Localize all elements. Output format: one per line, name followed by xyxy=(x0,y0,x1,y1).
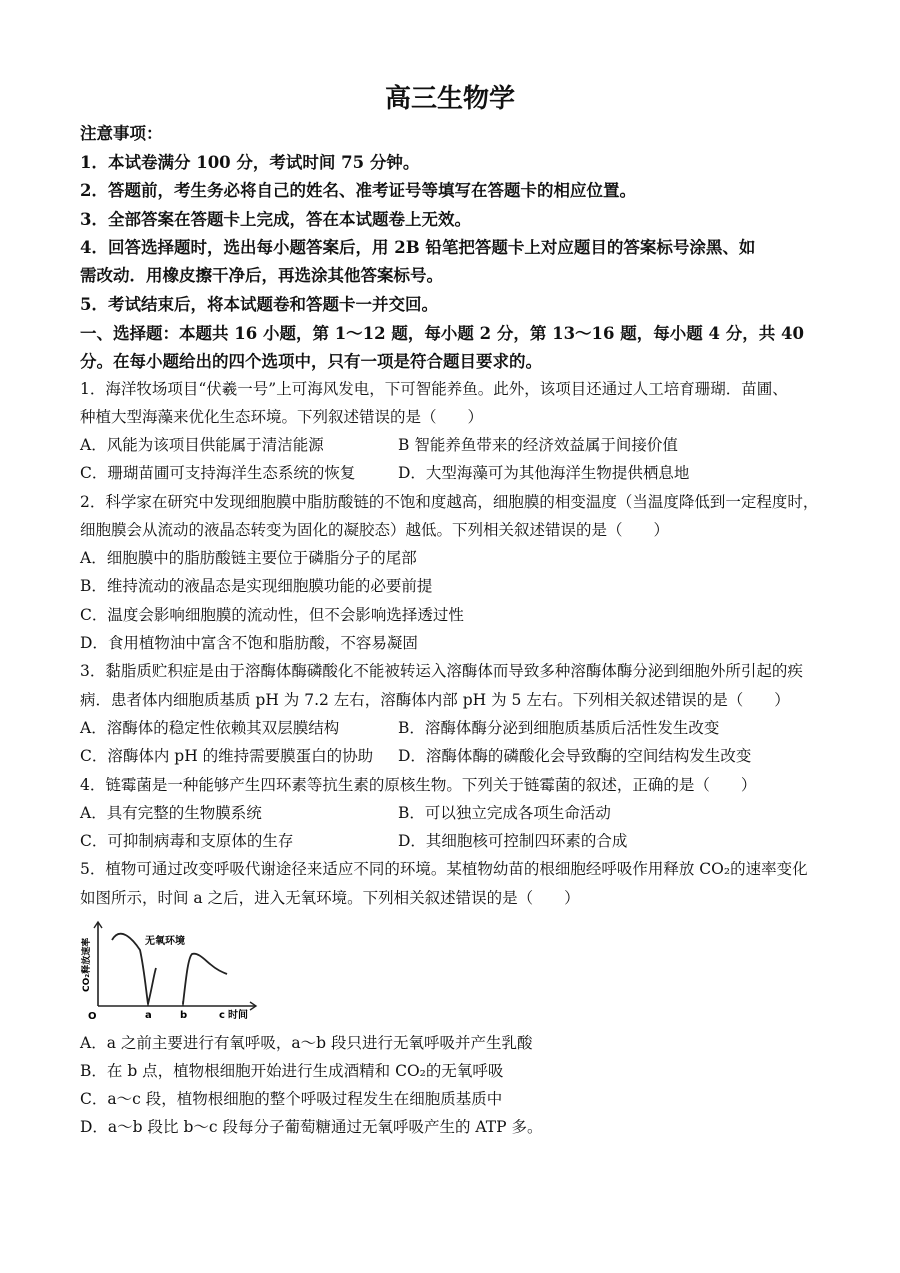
question-5-stem: 5．植物可通过改变呼吸代谢途径来适应不同的环境。某植物幼苗的根细胞经呼吸作用释放 CO₂的速率变化 xyxy=(80,860,808,878)
question-2-option-a: A．细胞膜中的脂肪酸链主要位于磷脂分子的尾部 xyxy=(80,549,417,567)
question-4-option-c: C．可抑制病毒和支原体的生存 xyxy=(80,832,294,850)
question-1-stem: 种植大型海藻来优化生态环境。下列叙述错误的是（ ） xyxy=(80,408,484,426)
graph-xlabel: 时间 xyxy=(228,1010,248,1021)
page-title: 高三生物学 xyxy=(384,84,515,114)
question-1-option-a: A．风能为该项目供能属于清洁能源 xyxy=(80,436,324,454)
notice-item: 4．回答选择题时，选出每小题答案后，用 2B 铅笔把答题卡上对应题目的答案标号涂黑、如 xyxy=(80,238,756,257)
question-2-stem: 细胞膜会从流动的液晶态转变为固化的凝胶态）越低。下列相关叙述错误的是（ ） xyxy=(80,521,670,539)
question-5-stem: 如图所示，时间 a 之后，进入无氧环境。下列相关叙述错误的是（ ） xyxy=(80,889,580,907)
graph-point-c: c xyxy=(219,1010,225,1021)
co2-curve-segment-2 xyxy=(183,954,227,1004)
section-heading: 分。在每小题给出的四个选项中，只有一项是符合题目要求的。 xyxy=(80,352,542,371)
question-3-option-a: A．溶酶体的稳定性依赖其双层膜结构 xyxy=(80,719,340,737)
notice-item: 3．全部答案在答题卡上完成，答在本试题卷上无效。 xyxy=(80,210,471,229)
question-3-stem: 病．患者体内细胞质基质 pH 为 7.2 左右，溶酶体内部 pH 为 5 左右。下列相关叙述错误的是（ ） xyxy=(80,691,790,709)
notice-item: 需改动．用橡皮擦干净后，再选涂其他答案标号。 xyxy=(80,266,443,285)
question-4-option-b: B．可以独立完成各项生命活动 xyxy=(398,804,611,822)
notice-item: 2．答题前，考生务必将自己的姓名、准考证号等填写在答题卡的相应位置。 xyxy=(80,181,636,200)
graph-point-b: b xyxy=(180,1010,188,1021)
graph-point-a: a xyxy=(145,1010,152,1021)
question-2-stem: 2．科学家在研究中发现细胞膜中脂肪酸链的不饱和度越高，细胞膜的相变温度（当温度降低到一定程度时， xyxy=(80,493,819,511)
question-2-option-d: D．食用植物油中富含不饱和脂肪酸，不容易凝固 xyxy=(80,634,418,652)
question-2-option-c: C．温度会影响细胞膜的流动性，但不会影响选择透过性 xyxy=(80,606,464,624)
question-1-option-c: C．珊瑚苗圃可支持海洋生态系统的恢复 xyxy=(80,464,356,482)
notice-item: 1．本试卷满分 100 分，考试时间 75 分钟。 xyxy=(80,153,420,172)
question-3-option-d: D．溶酶体酶的磷酸化会导致酶的空间结构发生改变 xyxy=(398,747,752,765)
graph-origin: O xyxy=(88,1011,97,1022)
graph-annotation: 无氧环境 xyxy=(145,936,185,947)
co2-rate-graph xyxy=(80,918,270,1023)
question-5-option-b: B．在 b 点，植物根细胞开始进行生成酒精和 CO₂的无氧呼吸 xyxy=(80,1062,504,1080)
question-5-option-d: D．a～b 段比 b～c 段每分子葡萄糖通过无氧呼吸产生的 ATP 多。 xyxy=(80,1118,543,1136)
question-4-option-a: A．具有完整的生物膜系统 xyxy=(80,804,262,822)
question-5-option-c: C．a～c 段，植物根细胞的整个呼吸过程发生在细胞质基质中 xyxy=(80,1090,503,1108)
question-2-option-b: B．维持流动的液晶态是实现细胞膜功能的必要前提 xyxy=(80,577,433,595)
question-3-option-b: B．溶酶体酶分泌到细胞质基质后活性发生改变 xyxy=(398,719,720,737)
graph-ylabel: CO₂释放速率 xyxy=(82,937,92,992)
section-heading: 一、选择题：本题共 16 小题，第 1～12 题，每小题 2 分，第 13～16 题，每小题 4 分，共 40 xyxy=(80,324,804,343)
question-5-option-a: A．a 之前主要进行有氧呼吸，a～b 段只进行无氧呼吸并产生乳酸 xyxy=(80,1034,533,1052)
question-3-stem: 3．黏脂质贮积症是由于溶酶体酶磷酸化不能被转运入溶酶体而导致多种溶酶体酶分泌到细胞外所引起的疾 xyxy=(80,662,803,680)
notice-heading: 注意事项： xyxy=(80,124,163,143)
question-3-option-c: C．溶酶体内 pH 的维持需要膜蛋白的协助 xyxy=(80,747,374,765)
notice-item: 5．考试结束后，将本试题卷和答题卡一并交回。 xyxy=(80,295,438,314)
question-1-option-b: B 智能养鱼带来的经济效益属于间接价值 xyxy=(398,436,678,454)
question-4-option-d: D．其细胞核可控制四环素的合成 xyxy=(398,832,628,850)
question-1-stem: 1．海洋牧场项目“伏羲一号”上可海风发电，下可智能养鱼。此外，该项目还通过人工培育珊瑚．苗圃、 xyxy=(80,380,788,398)
question-4-stem: 4．链霉菌是一种能够产生四环素等抗生素的原核生物。下列关于链霉菌的叙述，正确的是（ ） xyxy=(80,776,757,794)
question-1-option-d: D．大型海藻可为其他海洋生物提供栖息地 xyxy=(398,464,690,482)
